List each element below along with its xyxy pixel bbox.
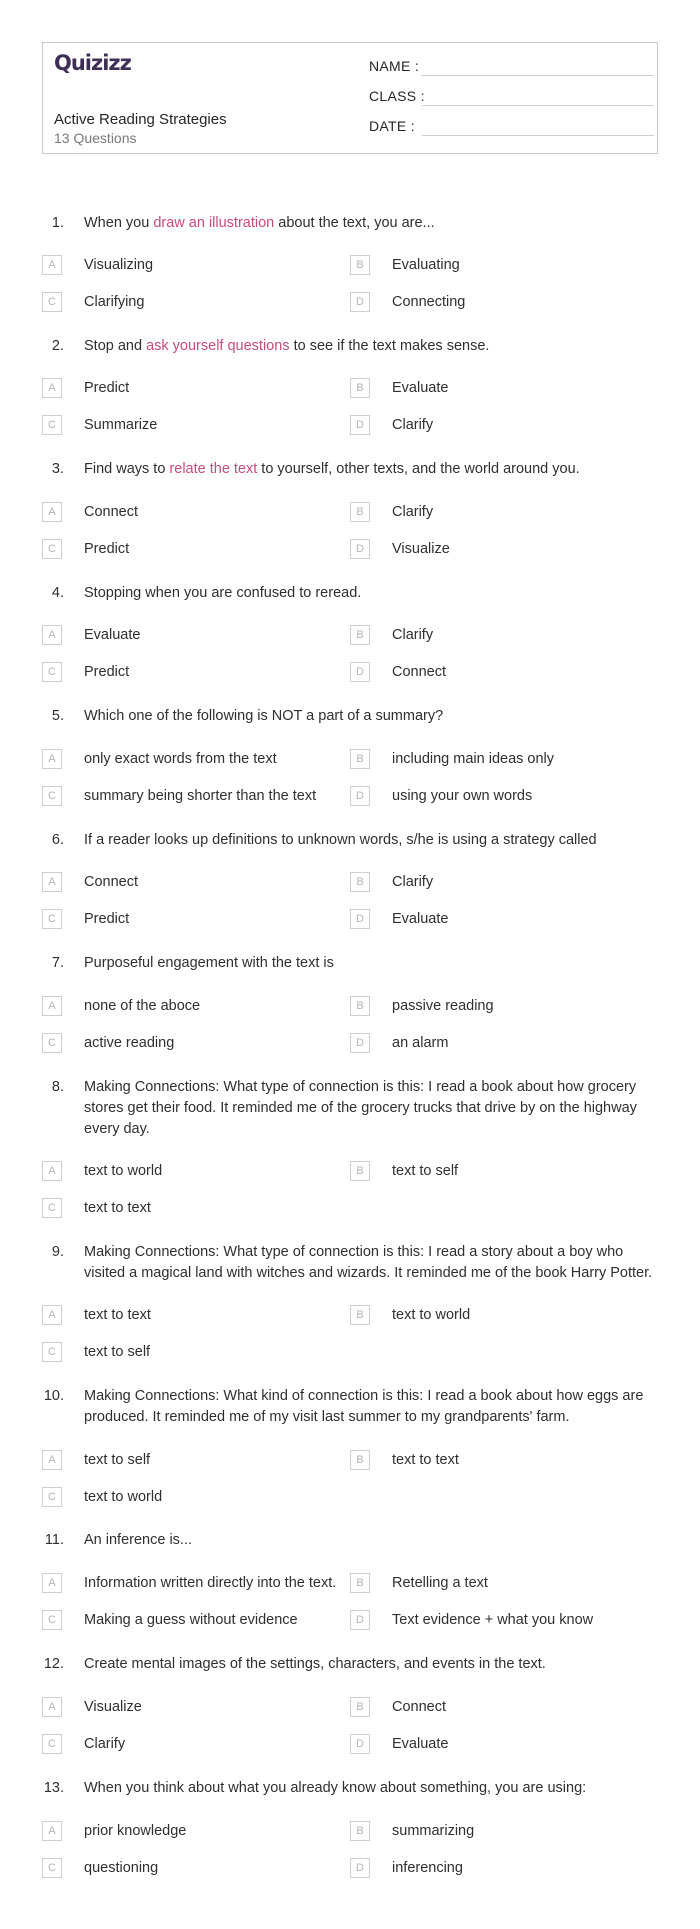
option-text: Connect	[392, 1699, 447, 1715]
date-label: DATE :	[369, 118, 415, 134]
worksheet-header	[42, 42, 658, 154]
option-letter-box[interactable]: C	[42, 1342, 62, 1362]
option-letter-box[interactable]: A	[42, 872, 62, 892]
option-letter-box[interactable]: C	[42, 909, 62, 929]
class-field[interactable]	[369, 88, 654, 108]
option-letter-box[interactable]: B	[350, 1821, 370, 1841]
option-text: Clarify	[84, 1736, 126, 1752]
option-letter-box[interactable]: A	[42, 1161, 62, 1181]
option-text: text to text	[84, 1307, 151, 1323]
worksheet-title: Active Reading Strategies	[54, 111, 227, 128]
option-letter-box[interactable]: D	[350, 909, 370, 929]
quizizz-logo: Quizizz	[54, 51, 131, 75]
question-text	[84, 213, 664, 234]
question-number: 8.	[51, 1079, 64, 1095]
option-text: Visualize	[392, 541, 450, 557]
option-letter-box[interactable]: A	[42, 1450, 62, 1470]
option-text: using your own words	[392, 788, 533, 804]
option-text: summary being shorter than the text	[84, 788, 317, 804]
question-number: 5.	[51, 708, 64, 724]
option-text: Clarify	[392, 504, 434, 520]
question-text-part: Stop and	[84, 338, 147, 354]
option-text: Visualize	[84, 1699, 142, 1715]
question-text-part: to yourself, other texts, and the world around you.	[257, 461, 580, 477]
option-text: Summarize	[84, 417, 158, 433]
option-text: Connect	[84, 504, 139, 520]
question-number: 4.	[51, 585, 64, 601]
option-text: text to world	[84, 1163, 163, 1179]
option-text: an alarm	[392, 1035, 449, 1051]
question-text	[84, 336, 664, 357]
option-letter-box[interactable]: A	[42, 625, 62, 645]
option-text: text to world	[84, 1489, 163, 1505]
option-text: Evaluating	[392, 257, 460, 273]
question-text-part: about the text, you are...	[274, 215, 435, 231]
name-label: NAME :	[369, 58, 420, 74]
highlighted-phrase: ask yourself questions	[146, 338, 290, 354]
option-text: text to text	[392, 1452, 459, 1468]
option-text: Predict	[84, 541, 130, 557]
option-letter-box[interactable]: D	[350, 1610, 370, 1630]
option-letter-box[interactable]: D	[350, 415, 370, 435]
option-letter-box[interactable]: A	[42, 1697, 62, 1717]
option-letter-box[interactable]: B	[350, 1697, 370, 1717]
question-text: Making Connections: What type of connection is this: I read a book about how grocery stores get their food. It reminded me of the grocery trucks that drive by on the highway every day.	[84, 1079, 637, 1137]
question-number: 12.	[43, 1656, 64, 1672]
option-letter-box[interactable]: A	[42, 502, 62, 522]
option-letter-box[interactable]: D	[350, 1033, 370, 1053]
option-letter-box[interactable]: D	[350, 1734, 370, 1754]
option-letter-box[interactable]: C	[42, 662, 62, 682]
option-text: text to self	[84, 1344, 151, 1360]
option-letter-box[interactable]: B	[350, 378, 370, 398]
option-letter-box[interactable]: C	[42, 1033, 62, 1053]
option-letter-box[interactable]: B	[350, 996, 370, 1016]
option-text: Connecting	[392, 294, 466, 310]
option-text: Evaluate	[392, 1736, 449, 1752]
option-text: prior knowledge	[84, 1823, 187, 1839]
option-text: text to text	[84, 1200, 151, 1216]
option-letter-box[interactable]: A	[42, 1305, 62, 1325]
question-text: Stopping when you are confused to reread.	[84, 585, 362, 601]
option-letter-box[interactable]: A	[42, 996, 62, 1016]
name-line[interactable]	[422, 75, 654, 76]
class-label: CLASS :	[369, 88, 425, 104]
option-letter-box[interactable]: A	[42, 255, 62, 275]
option-text: Clarify	[392, 627, 434, 643]
date-field[interactable]	[369, 118, 654, 138]
option-letter-box[interactable]: C	[42, 539, 62, 559]
option-letter-box[interactable]: B	[350, 502, 370, 522]
option-letter-box[interactable]: B	[350, 1161, 370, 1181]
option-text: Making a guess without evidence	[84, 1612, 298, 1628]
option-text: text to self	[392, 1163, 459, 1179]
option-letter-box[interactable]: C	[42, 1487, 62, 1507]
question-number: 13.	[43, 1780, 64, 1796]
question-text	[84, 459, 664, 480]
option-letter-box[interactable]: D	[350, 662, 370, 682]
option-text: Predict	[84, 911, 130, 927]
question-text: An inference is...	[84, 1532, 192, 1548]
option-text: Clarify	[392, 874, 434, 890]
question-text: Purposeful engagement with the text is	[84, 955, 334, 971]
option-letter-box[interactable]: B	[350, 749, 370, 769]
option-text: Clarifying	[84, 294, 145, 310]
option-letter-box[interactable]: C	[42, 415, 62, 435]
option-text: Clarify	[392, 417, 434, 433]
option-text: questioning	[84, 1860, 159, 1876]
option-text: Evaluate	[392, 911, 449, 927]
option-letter-box[interactable]: A	[42, 1821, 62, 1841]
option-text: Connect	[392, 664, 447, 680]
option-letter-box[interactable]: C	[42, 292, 62, 312]
option-text: Evaluate	[84, 627, 141, 643]
option-letter-box[interactable]: B	[350, 1450, 370, 1470]
option-text: Text evidence + what you know	[392, 1612, 594, 1628]
option-letter-box[interactable]: D	[350, 292, 370, 312]
option-text: passive reading	[392, 998, 494, 1014]
option-text: Predict	[84, 380, 130, 396]
question-number: 9.	[51, 1244, 64, 1260]
option-letter-box[interactable]: B	[350, 1305, 370, 1325]
date-line[interactable]	[422, 135, 654, 136]
option-letter-box[interactable]: C	[42, 1734, 62, 1754]
option-letter-box[interactable]: B	[350, 625, 370, 645]
question-text: When you think about what you already know about something, you are using:	[84, 1780, 587, 1796]
question-text: Which one of the following is NOT a part of a summary?	[84, 708, 444, 724]
question-number: 1.	[51, 215, 64, 231]
question-number: 2.	[51, 338, 64, 354]
option-letter-box[interactable]: C	[42, 1198, 62, 1218]
option-letter-box[interactable]: D	[350, 786, 370, 806]
option-text: Predict	[84, 664, 130, 680]
question-number: 7.	[51, 955, 64, 971]
question-text-part: Find ways to	[84, 461, 170, 477]
option-text: text to world	[392, 1307, 471, 1323]
option-text: Information written directly into the text.	[84, 1575, 337, 1591]
option-text: Retelling a text	[392, 1575, 488, 1591]
option-letter-box[interactable]: C	[42, 1610, 62, 1630]
highlighted-phrase: draw an illustration	[153, 215, 275, 231]
option-text: only exact words from the text	[84, 751, 277, 767]
option-letter-box[interactable]: D	[350, 539, 370, 559]
question-text-part: When you	[84, 215, 154, 231]
option-text: Connect	[84, 874, 139, 890]
option-text: none of the aboce	[84, 998, 201, 1014]
option-letter-box[interactable]: C	[42, 1858, 62, 1878]
question-text: Create mental images of the settings, characters, and events in the text.	[84, 1656, 546, 1672]
option-text: Evaluate	[392, 380, 449, 396]
question-text: Making Connections: What kind of connection is this: I read a book about how eggs are produced. It reminded me of my visit last summer to my grandparents' farm.	[84, 1388, 644, 1425]
option-text: text to self	[84, 1452, 151, 1468]
class-line[interactable]	[422, 105, 654, 106]
question-number: 3.	[51, 461, 64, 477]
option-letter-box[interactable]: A	[42, 1573, 62, 1593]
option-letter-box[interactable]: A	[42, 378, 62, 398]
question-number: 6.	[51, 832, 64, 848]
question-number: 11.	[44, 1532, 64, 1548]
option-text: Visualizing	[84, 257, 154, 273]
question-text-part: to see if the text makes sense.	[289, 338, 490, 354]
option-text: inferencing	[392, 1860, 463, 1876]
option-letter-box[interactable]: B	[350, 1573, 370, 1593]
option-text: summarizing	[392, 1823, 475, 1839]
option-letter-box[interactable]: B	[350, 872, 370, 892]
option-letter-box[interactable]: A	[42, 749, 62, 769]
option-text: active reading	[84, 1035, 175, 1051]
question-count: 13 Questions	[54, 130, 137, 146]
option-letter-box[interactable]: C	[42, 786, 62, 806]
option-letter-box[interactable]: D	[350, 1858, 370, 1878]
question-text: If a reader looks up definitions to unknown words, s/he is using a strategy called	[84, 832, 597, 848]
question-number: 10.	[43, 1388, 64, 1404]
name-field[interactable]	[369, 58, 654, 78]
highlighted-phrase: relate the text	[169, 461, 258, 477]
option-text: including main ideas only	[392, 751, 555, 767]
question-text: Making Connections: What type of connection is this: I read a story about a boy who visited a magical land with witches and wizards. It reminded me of the book Harry Potter.	[84, 1244, 653, 1281]
option-letter-box[interactable]: B	[350, 255, 370, 275]
